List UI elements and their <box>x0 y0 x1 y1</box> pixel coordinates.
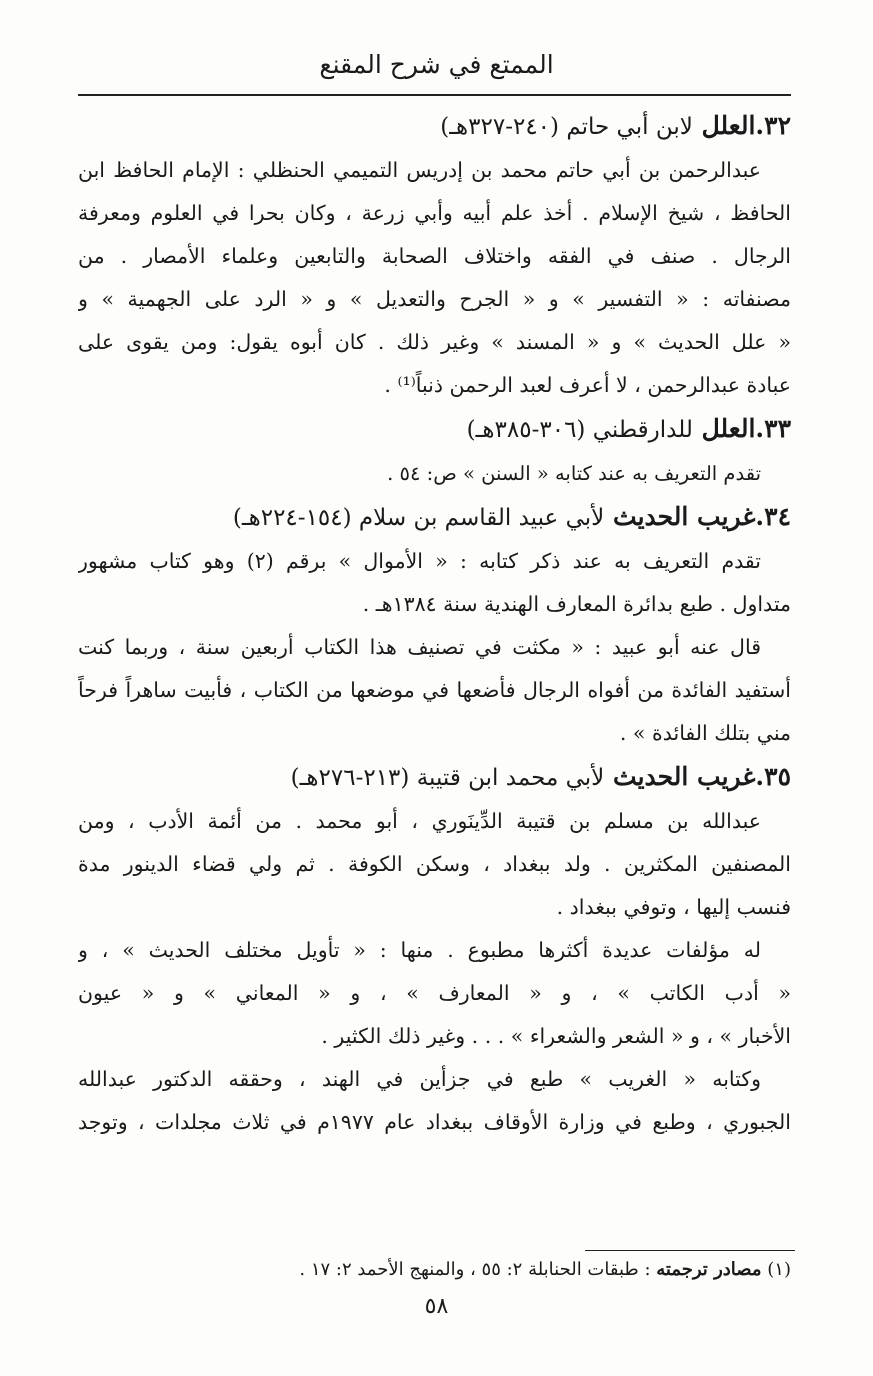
quote-line: قال عنه أبو عبيد : « مكثت في تصنيف هذا الكتاب أربعين سنة ، وربما كنت <box>78 635 761 659</box>
edition-line: وكتابه « الغريب » طبع في جزأين في الهند ، وحققه الدكتور عبدالله <box>78 1067 761 1091</box>
paragraph-line: « علل الحديث » و « المسند » وغير ذلك . كان أبوه يقول: ومن يقوى على <box>78 330 791 354</box>
footnote-text: : طبقات الحنابلة ٢: ٥٥ ، والمنهج الأحمد ٢: ١٧ . <box>299 1259 651 1280</box>
entry-heading-32 <box>78 104 791 149</box>
entry-title: .غريب الحديث <box>613 762 765 791</box>
paragraph-line: تقدم التعريف به عند ذكر كتابه : « الأموال » برقم (٢) وهو كتاب مشهور <box>78 549 762 573</box>
entry-author: للدارقطني (٣٠٦-٣٨٥هـ) <box>466 417 693 443</box>
works-line: له مؤلفات عديدة أكثرها مطبوع . منها : « تأويل مختلف الحديث » ، و <box>78 938 761 962</box>
entry-title: .العلل <box>701 414 765 443</box>
paragraph-line: مصنفاته : « التفسير » و « الجرح والتعديل » و « الرد على الجهمية » و <box>78 287 791 311</box>
entry-author: لأبي محمد ابن قتيبة (٢١٣-٢٧٦هـ) <box>290 765 605 791</box>
footnote <box>91 1255 791 1285</box>
paragraph-line: متداول . طبع بدائرة المعارف الهندية سنة ١٣٨٤هـ . <box>362 592 791 616</box>
entry-heading-35 <box>78 755 791 800</box>
header-rule <box>78 94 791 96</box>
paragraph-line: عبدالرحمن بن أبي حاتم محمد بن إدريس التميمي الحنظلي : الإمام الحافظ ابن <box>78 158 761 182</box>
entry-number: ٣٣ <box>764 414 791 443</box>
entry-number: ٣٤ <box>764 502 791 531</box>
entry-title: .العلل <box>701 111 765 140</box>
entry-number: ٣٢ <box>764 111 791 140</box>
page-body <box>78 104 791 1144</box>
works-line: « أدب الكاتب » ، و « المعارف » ، و « المعاني » و « عيون <box>78 981 791 1005</box>
entry-heading-34 <box>78 495 791 540</box>
quote-line: مني بتلك الفائدة » . <box>619 721 791 745</box>
footnote-marker: (١) <box>767 1259 791 1280</box>
entry-number: ٣٥ <box>764 762 791 791</box>
footnote-rule <box>585 1250 795 1251</box>
entry-heading-33 <box>78 407 791 452</box>
paragraph-line: عبادة عبدالرحمن ، لا أعرف لعبد الرحمن ذنباً⁽¹⁾ . <box>384 373 791 397</box>
paragraph-line: فنسب إليها ، وتوفي ببغداد . <box>556 895 791 919</box>
edition-line: الجبوري ، وطبع في وزارة الأوقاف ببغداد عام ١٩٧٧م في ثلاث مجلدات ، وتوجد <box>78 1110 791 1134</box>
footnote-label: مصادر ترجمته <box>656 1259 762 1280</box>
works-line: الأخبار » ، و « الشعر والشعراء » . . . وغير ذلك الكثير . <box>321 1024 791 1048</box>
paragraph-line: عبدالله بن مسلم بن قتيبة الدِّينَوري ، أبو محمد . من أئمة الأدب ، ومن <box>78 809 761 833</box>
page-number: ٥٨ <box>424 1294 449 1319</box>
paragraph-line: تقدم التعريف به عند كتابه « السنن » ص: ٥٤ . <box>387 462 761 485</box>
paragraph-line: الحافظ ، شيخ الإسلام . أخذ علم أبيه وأبي زرعة ، وكان بحرا في العلوم ومعرفة <box>78 201 791 225</box>
paragraph-line: المصنفين المكثرين . ولد ببغداد ، وسكن الكوفة . ثم ولي قضاء الدينور مدة <box>78 852 791 876</box>
entry-title: .غريب الحديث <box>613 502 765 531</box>
entry-author: لأبي عبيد القاسم بن سلام (١٥٤-٢٢٤هـ) <box>232 505 605 531</box>
paragraph-line: الرجال . صنف في الفقه واختلاف الصحابة والتابعين وعلماء الأمصار . من <box>78 244 791 268</box>
running-header-title: الممتع في شرح المقنع <box>319 50 554 79</box>
entry-author: لابن أبي حاتم (٢٤٠-٣٢٧هـ) <box>440 114 693 140</box>
quote-line: أستفيد الفائدة من أفواه الرجال فأضعها في موضعها من الكتاب ، فأبيت ساهراً فرحاً <box>78 678 791 702</box>
